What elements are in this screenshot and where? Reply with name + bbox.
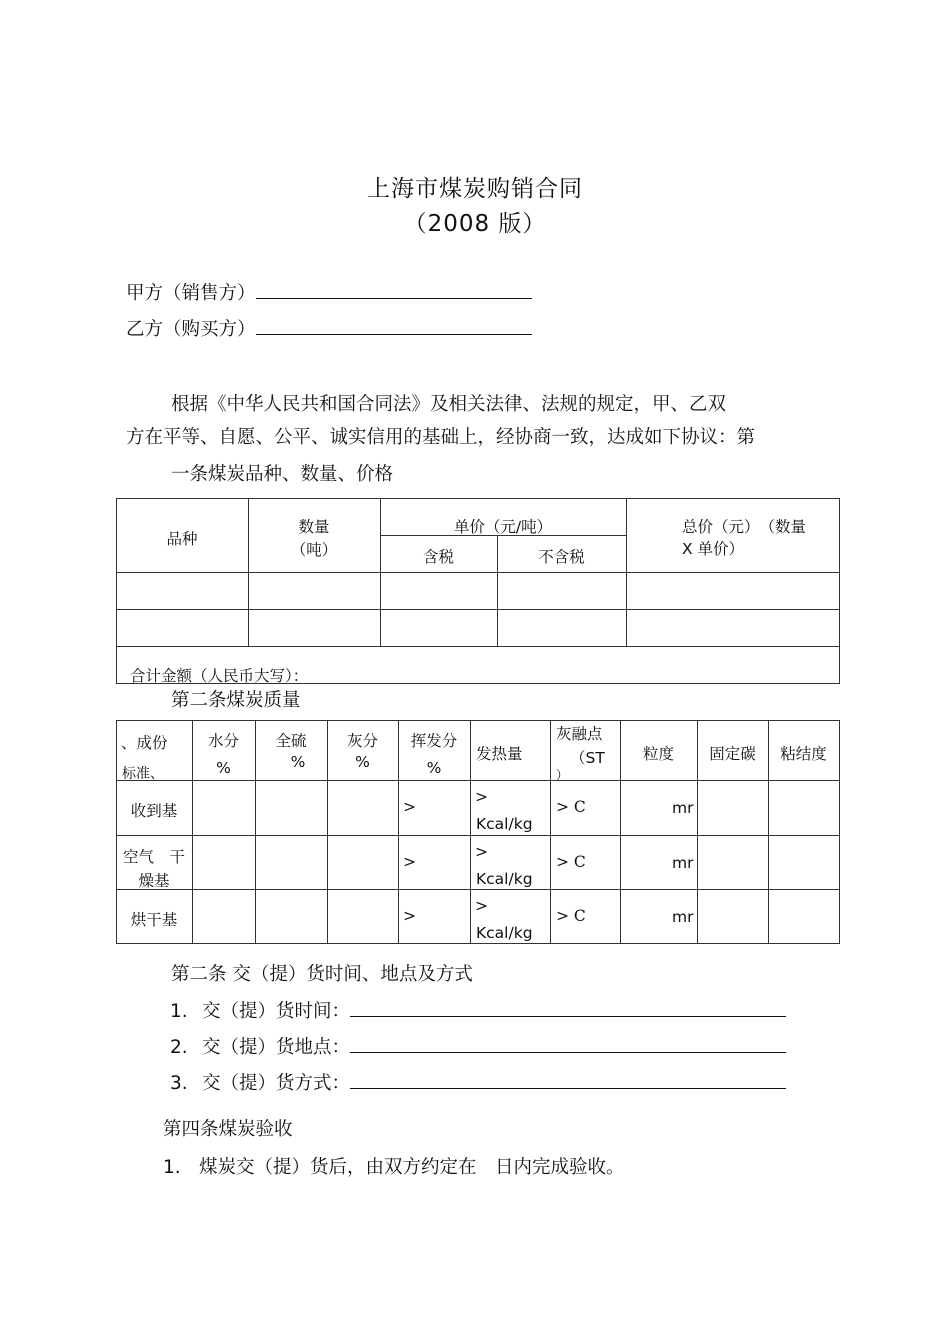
quality-basis-label-line-2: 燥基: [138, 872, 170, 890]
party-b-label: 乙方（购买方）: [126, 319, 256, 340]
party-a-label: 甲方（销售方）: [126, 283, 256, 304]
quality-heat-prefix: >: [475, 843, 488, 861]
quality-volatile-value: >: [403, 853, 416, 871]
quality-header-basis: 、成份: [121, 734, 168, 752]
document-edition: （2008 版）: [403, 211, 547, 237]
price-row[interactable]: [117, 573, 839, 609]
section-2-title: 第二条煤炭质量: [171, 690, 301, 711]
delivery-method-blank[interactable]: [350, 1070, 786, 1089]
quality-basis-label: 烘干基: [130, 911, 178, 929]
quality-volatile-value: >: [403, 798, 416, 816]
quality-heat-unit: Kcal/kg: [476, 924, 533, 942]
quality-header-basis-standard: 标准、: [122, 766, 164, 782]
price-header-unit-price: 单价（元/吨）: [453, 518, 553, 536]
inspection-item-1-text: 煤炭交（提）货后，由双方约定在 日内完成验收。: [199, 1157, 625, 1178]
quality-header-caking: 粘结度: [780, 745, 827, 763]
quality-basis-label: 空气 干: [122, 848, 185, 866]
price-row[interactable]: [117, 610, 839, 646]
price-total-amount-label: 合计金额（人民币大写）：: [130, 667, 309, 685]
delivery-time-label: 交（提）货时间：: [202, 1001, 351, 1022]
quality-heat-unit: Kcal/kg: [476, 815, 533, 833]
delivery-time-blank[interactable]: [350, 998, 786, 1017]
price-header-quantity-unit: （吨）: [290, 541, 338, 559]
intro-line-2: 方在平等、自愿、公平、诚实信用的基础上，经协商一致，达成如下协议：第: [126, 427, 756, 448]
quality-ash-fusion-value: > C: [556, 853, 586, 871]
intro-line-3: 一条煤炭品种、数量、价格: [171, 464, 394, 485]
quality-ash-fusion-value: > C: [556, 907, 586, 925]
delivery-place-label: 交（提）货地点：: [202, 1037, 351, 1058]
quality-header-sulfur: 全硫: [275, 732, 307, 750]
quality-ash-fusion-value: > C: [556, 798, 586, 816]
quality-header-ash-unit: %: [355, 753, 370, 771]
quality-volatile-value: >: [403, 907, 416, 925]
quality-particle-size-unit: mr: [672, 854, 694, 872]
quality-header-volatile: 挥发分: [410, 732, 458, 750]
delivery-time-row: [170, 997, 786, 1023]
delivery-place-number: 2.: [170, 1037, 188, 1058]
inspection-item-1: [163, 1153, 625, 1179]
quality-header-volatile-unit: %: [426, 759, 442, 777]
document-title: 上海市煤炭购销合同: [367, 176, 583, 202]
quality-basis-label: 收到基: [130, 802, 178, 820]
price-header-tax-excluded: 不含税: [538, 548, 585, 566]
delivery-method-number: 3.: [170, 1073, 188, 1094]
section-4-title: 第四条煤炭验收: [163, 1119, 293, 1140]
price-header-variety: 品种: [166, 530, 198, 548]
quality-header-heat-value: 发热量: [476, 745, 523, 763]
price-header-quantity: 数量: [298, 518, 330, 536]
quality-header-ash-fusion-st: （ST: [570, 749, 605, 767]
delivery-method-row: [170, 1069, 786, 1095]
quality-header-ash: 灰分: [346, 732, 378, 750]
inspection-item-1-number: 1.: [163, 1157, 181, 1178]
intro-line-1: 根据《中华人民共和国合同法》及相关法律、法规的规定，甲、乙双: [171, 394, 727, 415]
price-header-total-formula: X 单价）: [682, 540, 745, 558]
delivery-place-blank[interactable]: [350, 1034, 786, 1053]
delivery-method-label: 交（提）货方式：: [202, 1073, 351, 1094]
delivery-place-row: [170, 1033, 786, 1059]
quality-heat-unit: Kcal/kg: [476, 870, 533, 888]
delivery-time-number: 1.: [170, 1001, 188, 1022]
party-b-row: [126, 315, 532, 341]
party-b-blank[interactable]: [256, 316, 532, 335]
quality-header-water-unit: %: [216, 759, 231, 777]
quality-header-water: 水分: [207, 732, 239, 750]
quality-particle-size-unit: mr: [672, 908, 694, 926]
quality-header-ash-fusion: 灰融点: [556, 725, 603, 743]
price-header-tax-included: 含税: [422, 548, 454, 566]
quality-heat-prefix: >: [475, 897, 488, 915]
quality-header-ash-fusion-close: ）: [556, 768, 569, 782]
price-header-total: 总价（元） （数量: [682, 518, 807, 536]
quality-header-sulfur-unit: %: [290, 753, 306, 771]
party-a-row: [126, 279, 532, 305]
party-a-blank[interactable]: [256, 280, 532, 299]
quality-particle-size-unit: mr: [672, 799, 694, 817]
section-3-title: 第二条 交（提）货时间、地点及方式: [171, 964, 473, 985]
quality-header-particle-size: 粒度: [642, 745, 674, 763]
quality-header-fixed-carbon: 固定碳: [709, 745, 756, 763]
quality-heat-prefix: >: [475, 788, 488, 806]
